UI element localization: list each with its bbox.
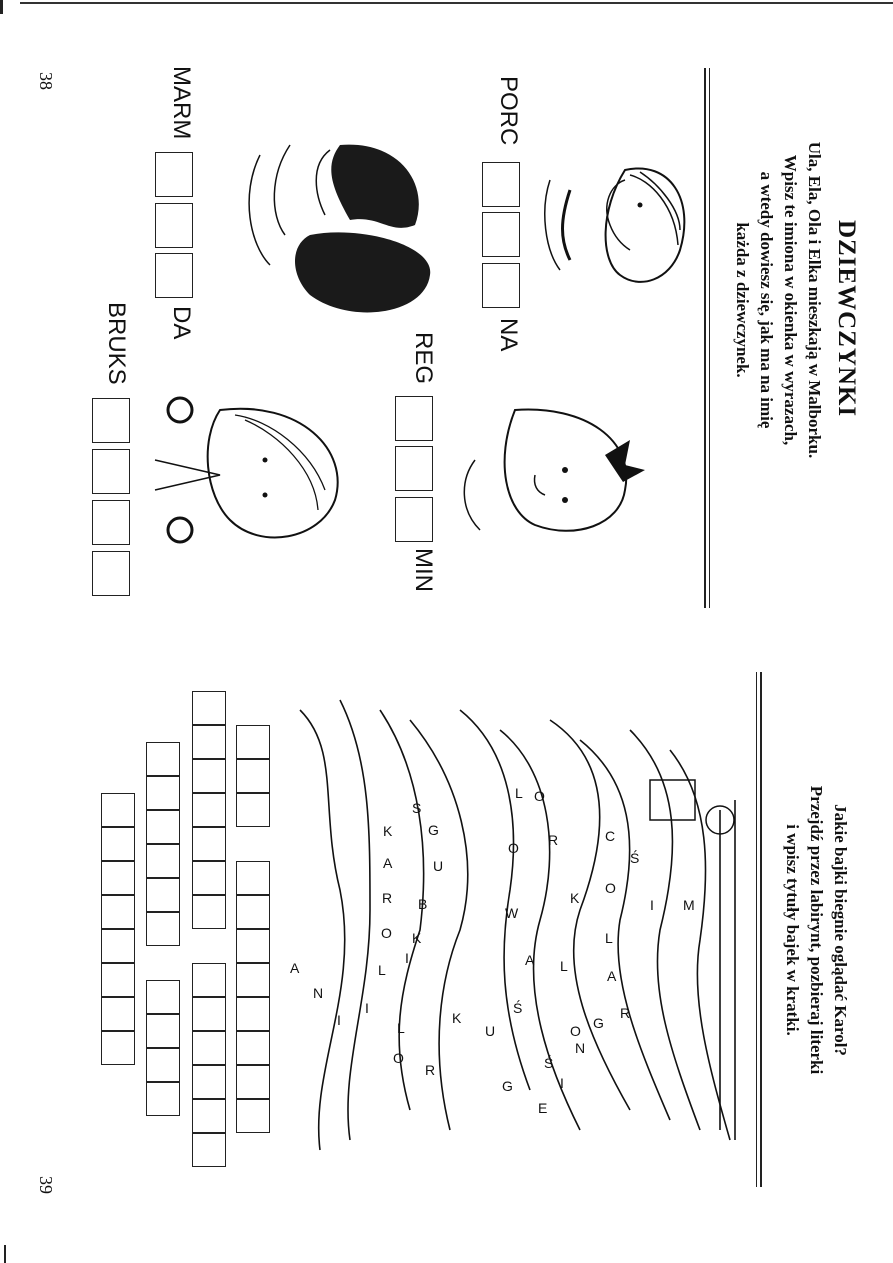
answer-box[interactable] [236, 929, 270, 963]
letter-box[interactable] [155, 203, 193, 248]
answer-box[interactable] [101, 1031, 135, 1065]
maze-letter: I [560, 1075, 564, 1091]
answer-box[interactable] [236, 793, 270, 827]
letter-box[interactable] [92, 398, 130, 443]
maze-letter: K [412, 930, 422, 946]
maze-letter: L [605, 930, 613, 946]
maze-letter: A [290, 960, 300, 976]
maze-letter: A [607, 968, 617, 984]
answer-box[interactable] [101, 861, 135, 895]
answer-box[interactable] [146, 1082, 180, 1116]
answer-box[interactable] [101, 963, 135, 997]
maze-letter: K [383, 823, 393, 839]
answer-box[interactable] [192, 1065, 226, 1099]
answer-box[interactable] [236, 861, 270, 895]
answer-box[interactable] [192, 793, 226, 827]
answer-box[interactable] [146, 742, 180, 776]
girls-title: DZIEWCZYNKI [833, 220, 860, 418]
maze-letter: L [378, 962, 386, 978]
page-number-right: 39 [36, 1176, 56, 1194]
maze-letter: O [570, 1023, 581, 1039]
word-prefix-bruks: BRUKS [103, 302, 130, 385]
word-prefix-porc: PORC [495, 76, 522, 146]
word-prefix-marm: MARM [168, 66, 195, 140]
letter-box[interactable] [155, 253, 193, 298]
girl-illustration-short-hair [530, 150, 700, 300]
maze-letter: R [425, 1062, 436, 1078]
answer-box[interactable] [236, 759, 270, 793]
answer-box[interactable] [192, 997, 226, 1031]
maze-letter: O [605, 880, 616, 896]
answer-box[interactable] [192, 1099, 226, 1133]
section-rule [760, 672, 762, 1187]
answer-box[interactable] [192, 691, 226, 725]
maze-letter: I [337, 1012, 341, 1028]
girl-illustration-bow [455, 400, 655, 550]
girl-illustration-pigtails [150, 390, 350, 560]
maze-letter: O [381, 925, 392, 941]
word-suffix-da: DA [168, 306, 195, 340]
answer-box[interactable] [192, 861, 226, 895]
answer-box[interactable] [146, 1014, 180, 1048]
answer-box[interactable] [146, 980, 180, 1014]
section-rule [709, 68, 710, 608]
maze-letter: A [525, 952, 535, 968]
instruction-line: a wtedy dowiesz się, jak ma na imię [757, 171, 776, 429]
letter-box[interactable] [482, 263, 520, 308]
answer-box[interactable] [146, 810, 180, 844]
scan-edge-mark [0, 0, 3, 14]
answer-box[interactable] [146, 1048, 180, 1082]
scan-edge-mark [4, 1245, 6, 1263]
answer-box[interactable] [101, 793, 135, 827]
maze-letter: K [570, 890, 580, 906]
maze-letter: I [405, 950, 409, 966]
section-rule [704, 68, 706, 608]
instruction-line: Ula, Ela, Ola i Elka mieszkają w Malborku. [805, 141, 824, 459]
instruction-line: Przejdź przez labirynt, pozbieraj literki [807, 785, 826, 1075]
word-suffix-na: NA [495, 318, 522, 352]
maze-letter: A [383, 855, 393, 871]
maze-letter: B [418, 896, 428, 912]
instruction-line: każda z dziewczynek. [733, 222, 752, 378]
answer-box[interactable] [192, 827, 226, 861]
answer-box[interactable] [101, 895, 135, 929]
instruction-line: Wpisz te imiona w okienka w wyrazach, [781, 154, 800, 446]
maze-letter: Ś [513, 1000, 523, 1016]
maze-letter: R [382, 890, 393, 906]
answer-box[interactable] [146, 878, 180, 912]
letter-box[interactable] [395, 396, 433, 441]
answer-box[interactable] [236, 1065, 270, 1099]
maze-letter: I [650, 897, 654, 913]
answer-box[interactable] [146, 844, 180, 878]
letter-box[interactable] [92, 500, 130, 545]
answer-box[interactable] [236, 1031, 270, 1065]
answer-box[interactable] [236, 963, 270, 997]
maze-letter: R [620, 1005, 631, 1021]
maze-letter: C [605, 828, 616, 844]
answer-box[interactable] [192, 963, 226, 997]
answer-box[interactable] [236, 997, 270, 1031]
maze-letter: L [397, 1020, 405, 1036]
word-suffix-min: MIN [410, 548, 437, 592]
maze-letter: K [452, 1010, 462, 1026]
answer-box[interactable] [236, 895, 270, 929]
instruction-line: Jakie bajki biegnie oglądać Karol? [831, 804, 850, 1056]
letter-box[interactable] [482, 212, 520, 257]
letter-box[interactable] [92, 551, 130, 596]
maze-letter: W [505, 905, 519, 921]
maze-letter: E [538, 1100, 548, 1116]
scan-edge-line [20, 2, 893, 4]
answer-box[interactable] [101, 929, 135, 963]
maze-letter: I [365, 1000, 369, 1016]
maze-letter: G [593, 1015, 604, 1031]
maze-letter: Ś [544, 1055, 554, 1071]
answer-box[interactable] [101, 827, 135, 861]
maze-letter: Ś [630, 850, 640, 866]
answer-box[interactable] [192, 1133, 226, 1167]
letter-box[interactable] [395, 497, 433, 542]
letter-box[interactable] [155, 152, 193, 197]
maze-letter: S [412, 800, 422, 816]
answer-box[interactable] [192, 725, 226, 759]
maze-letter: O [534, 788, 545, 804]
answer-box[interactable] [192, 895, 226, 929]
letter-box[interactable] [395, 446, 433, 491]
maze-letter: M [683, 897, 695, 913]
maze-letter: O [393, 1050, 404, 1066]
maze-letter: G [428, 822, 439, 838]
maze-letter: R [548, 832, 559, 848]
section-rule [756, 672, 757, 1187]
answer-box[interactable] [146, 776, 180, 810]
answer-box[interactable] [101, 997, 135, 1031]
letter-box[interactable] [92, 449, 130, 494]
answer-box[interactable] [146, 912, 180, 946]
instruction-line: i wpisz tytuły bajek w kratki. [783, 824, 802, 1036]
letter-box[interactable] [482, 162, 520, 207]
answer-box[interactable] [192, 759, 226, 793]
girl-illustration-ponytail [230, 125, 440, 325]
maze-letter: L [515, 785, 523, 801]
answer-box[interactable] [236, 1099, 270, 1133]
word-prefix-reg: REG [410, 332, 437, 385]
maze-letter: N [575, 1040, 586, 1056]
answer-box[interactable] [236, 725, 270, 759]
page-number-left: 38 [36, 72, 56, 90]
maze-letter: L [560, 958, 568, 974]
answer-box[interactable] [192, 1031, 226, 1065]
maze-letter: U [485, 1023, 496, 1039]
maze-letter: O [508, 840, 519, 856]
maze-letter: U [433, 858, 444, 874]
maze [280, 690, 750, 1170]
maze-letter: G [502, 1078, 513, 1094]
maze-letter: N [313, 985, 324, 1001]
